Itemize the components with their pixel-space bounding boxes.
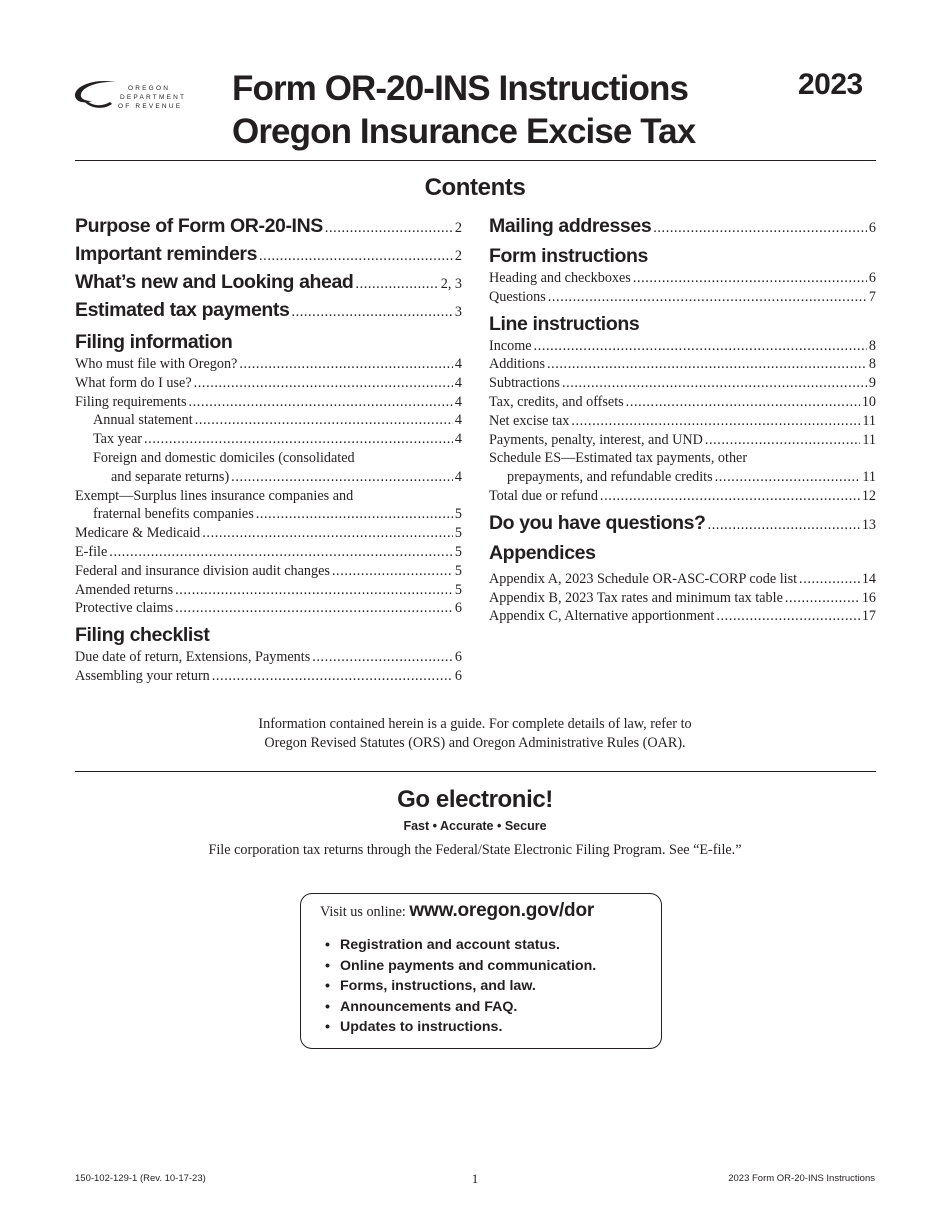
toc-right-column [489, 213, 876, 626]
legal-info-line2: Oregon Revised Statutes (ORS) and Oregon Administrative Rules (OAR). [264, 734, 686, 751]
oregon-dor-logo [72, 76, 192, 116]
visit-line [320, 900, 594, 922]
toc-entry[interactable]: Net excise tax ..... 11 [489, 412, 876, 431]
toc-entry[interactable]: Purpose of Form OR-20-INS ..... 2 [75, 213, 462, 241]
visit-online-box [300, 893, 662, 1049]
toc-entry[interactable]: Income ..... 8 [489, 337, 876, 356]
toc-entry[interactable]: Total due or refund ..... 12 [489, 487, 876, 506]
go-electronic-description: File corporation tax returns through the Federal/State Electronic Filing Program. See “E-file.” [208, 842, 742, 858]
legal-info [0, 715, 950, 752]
toc-entry[interactable]: Appendix A, 2023 Schedule OR-ASC-CORP code list ..... 14 [489, 570, 876, 589]
bullet-icon: • [325, 998, 330, 1015]
toc-entry-line[interactable]: Exempt—Surplus lines insurance companies and [75, 487, 354, 504]
toc-entry[interactable]: and separate returns) ..... 4 [75, 468, 462, 487]
legal-info-line1: Information contained herein is a guide. For complete details of law, refer to [258, 716, 692, 732]
list-item: • Announcements and FAQ. [325, 997, 596, 1018]
toc-entry[interactable]: Appendix C, Alternative apportionment ..... 17 [489, 607, 876, 626]
section-heading-appendices: Appendices [489, 541, 596, 564]
logo-text-oregon: OREGON [128, 85, 171, 92]
list-item: • Updates to instructions. [325, 1017, 596, 1038]
toc-entry[interactable]: Questions ..... 7 [489, 288, 876, 307]
header-divider [75, 160, 876, 161]
toc-entry[interactable]: Appendix B, 2023 Tax rates and minimum tax table ..... 16 [489, 589, 876, 608]
logo-text-department: DEPARTMENT [120, 94, 187, 101]
toc-left-column [75, 213, 462, 686]
page-title-line1: Form OR-20-INS Instructions [232, 69, 689, 108]
toc-entry[interactable]: Estimated tax payments ..... 3 [75, 297, 462, 325]
form-number: 150-102-129-1 (Rev. 10-17-23) [75, 1173, 206, 1184]
section-heading-form-instructions: Form instructions [489, 245, 648, 267]
list-item: • Registration and account status. [325, 935, 596, 956]
toc-entry[interactable]: Mailing addresses ..... 6 [489, 213, 876, 241]
section-heading-filing-checklist: Filing checklist [75, 624, 210, 647]
toc-entry[interactable]: Payments, penalty, interest, and UND ..... 11 [489, 431, 876, 450]
visit-prefix: Visit us online: [320, 904, 410, 920]
go-electronic-heading: Go electronic! [397, 786, 553, 813]
contents-heading: Contents [424, 174, 526, 201]
bullet-icon: • [325, 937, 330, 953]
online-services-list [325, 935, 596, 1038]
logo-text-revenue: OF REVENUE [118, 103, 183, 110]
toc-entry[interactable]: Subtractions ..... 9 [489, 374, 876, 393]
footer-doc-title: 2023 Form OR-20-INS Instructions [728, 1173, 875, 1184]
section-heading-line-instructions: Line instructions [489, 312, 640, 335]
page-number: 1 [471, 1171, 479, 1186]
toc-entry[interactable]: Heading and checkboxes ..... 6 [489, 269, 876, 288]
bullet-icon: • [325, 1019, 330, 1035]
toc-entry[interactable]: Additions ..... 8 [489, 355, 876, 374]
toc-entry[interactable]: E-file ..... 5 [75, 543, 462, 562]
toc-entry[interactable]: Medicare & Medicaid ..... 5 [75, 524, 462, 543]
tax-year: 2023 [798, 68, 863, 101]
toc-entry[interactable]: fraternal benefits companies ..... 5 [75, 505, 462, 524]
section-heading-filing-information: Filing information [75, 331, 233, 353]
list-item: • Forms, instructions, and law. [325, 976, 596, 997]
toc-entry[interactable]: prepayments, and refundable credits ..... 11 [489, 468, 876, 487]
section-divider [75, 771, 876, 772]
toc-entry-line[interactable]: Schedule ES—Estimated tax payments, other [489, 450, 748, 467]
toc-entry[interactable]: Filing requirements ..... 4 [75, 393, 462, 412]
bullet-icon: • [325, 957, 330, 974]
bullet-icon: • [325, 978, 330, 994]
toc-entry[interactable]: Protective claims ..... 6 [75, 599, 462, 618]
toc-entry[interactable]: Annual statement ..... 4 [75, 411, 462, 430]
toc-entry[interactable]: Assembling your return ..... 6 [75, 667, 462, 686]
toc-entry[interactable]: Amended returns ..... 5 [75, 581, 462, 600]
page-title-line2: Oregon Insurance Excise Tax [232, 112, 696, 151]
toc-entry-line[interactable]: Foreign and domestic domiciles (consolidated [93, 449, 355, 466]
toc-entry[interactable]: What form do I use? ..... 4 [75, 374, 462, 393]
toc-entry[interactable]: Federal and insurance division audit changes ..... 5 [75, 562, 462, 581]
website-link[interactable]: www.oregon.gov/dor [409, 900, 595, 921]
toc-entry[interactable]: Tax, credits, and offsets ..... 10 [489, 393, 876, 412]
toc-entry[interactable]: What’s new and Looking ahead ..... 2, 3 [75, 269, 462, 297]
toc-entry[interactable]: Tax year ..... 4 [75, 430, 462, 449]
go-electronic-tagline: Fast • Accurate • Secure [403, 819, 547, 833]
list-item: • Online payments and communication. [325, 956, 596, 977]
toc-entry[interactable]: Who must file with Oregon? ..... 4 [75, 355, 462, 374]
toc-entry[interactable]: Do you have questions? ..... 13 [489, 510, 876, 538]
toc-entry[interactable]: Due date of return, Extensions, Payments ..... 6 [75, 648, 462, 667]
toc-entry[interactable]: Important reminders ..... 2 [75, 241, 462, 269]
